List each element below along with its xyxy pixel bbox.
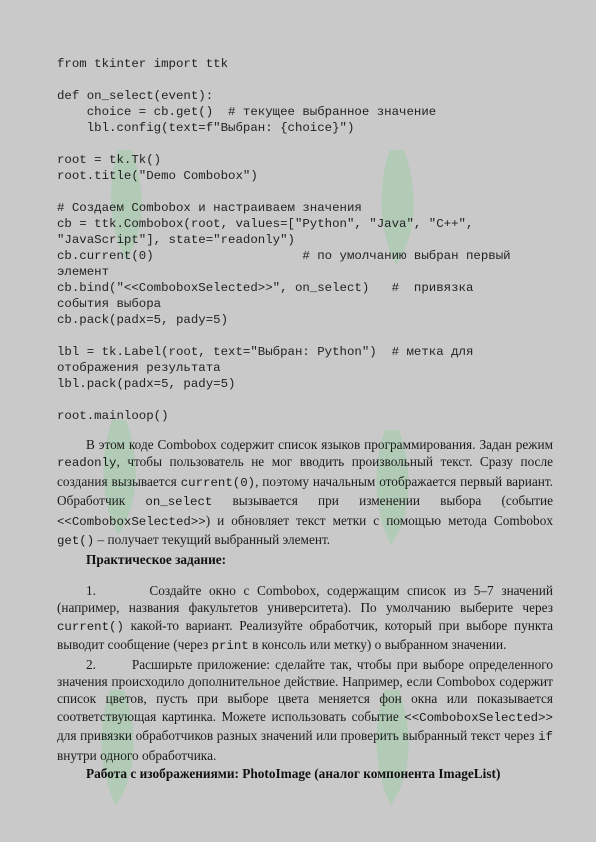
code-line: root.mainloop() [57,409,169,423]
code-line: lbl.config(text=f"Выбран: {choice}") [57,121,355,135]
inline-code: get() [57,534,95,549]
code-line: cb = ttk.Combobox(root, values=["Python", "Java", "C++", [57,217,474,231]
inline-code: current(0) [180,475,256,490]
section-heading: Работа с изображениями: PhotoImage (аналог компонента ImageList) [86,766,501,781]
code-line: def on_select(event): [57,89,214,103]
code-line [57,328,511,344]
code-line [57,72,511,88]
code-line: cb.current(0) # по умолчанию выбран первый [57,249,511,263]
explanation-paragraph: В этом коде Combobox содержит список языков программирования. Задан режим readonly, чтобы пользователь не мог вводить произвольный текст. Сразу после создания вызывается current(0), поэтому начальным отображается первый вариант. Обработчик on_select вызывается при изменении выбора (событие <<ComboboxSelected>>) и обновляет текст метки с помощью метода Combobox get() – получает текущий выбранный элемент. [57,437,553,549]
inline-code: readonly [57,456,117,471]
inline-code: if [538,730,553,745]
code-line: choice = cb.get() # текущее выбранное значение [57,105,437,119]
code-line [57,136,511,152]
code-line: элемент [57,265,110,279]
inline-code: <<ComboboxSelected>> [404,710,553,725]
code-line: root = tk.Tk() [57,153,162,167]
code-line [57,184,511,200]
code-line: lbl = tk.Label(root, text="Выбран: Python") # метка для [57,345,474,359]
code-listing [57,56,511,424]
code-line [57,392,511,408]
code-line: lbl.pack(padx=5, pady=5) [57,377,236,391]
code-line: отображения результата [57,361,221,375]
inline-code: <<ComboboxSelected>> [57,514,206,529]
task-list [57,582,553,764]
code-line: root.title("Demo Combobox") [57,169,258,183]
inline-code: print [211,639,249,654]
code-line: cb.bind("<<ComboboxSelected>>", on_select) # привязка [57,281,474,295]
code-line: from tkinter import ttk [57,57,229,71]
code-line: "JavaScript"], state="readonly") [57,233,295,247]
practical-heading: Практическое задание: [86,552,227,567]
inline-code: current() [57,619,124,634]
inline-code: on_select [145,495,213,510]
task-2: 2. Расширьте приложение: сделайте так, чтобы при выборе определенного значения происходило дополнительное действие. Например, если Combobox содержит список цветов, пусть при выборе цвета меняется фон окна или показывается соответствующая картинка. Можете использовать событие <<ComboboxSelected>> для привязки обработчиков разных значений или проверить выбранный текст через if внутри одного обработчика. [57,656,553,763]
code-line: события выбора [57,297,162,311]
code-line: # Создаем Combobox и настраиваем значения [57,201,362,215]
task-1: 1. Создайте окно с Combobox, содержащим список из 5–7 значений (например, названия факультетов университета). По умолчанию выберите через current() какой-то вариант. Реализуйте обработчик, который при выборе пункта выводит сообщение (через print в консоль или метку) о выбранном значении. [57,583,553,654]
code-line: cb.pack(padx=5, pady=5) [57,313,229,327]
